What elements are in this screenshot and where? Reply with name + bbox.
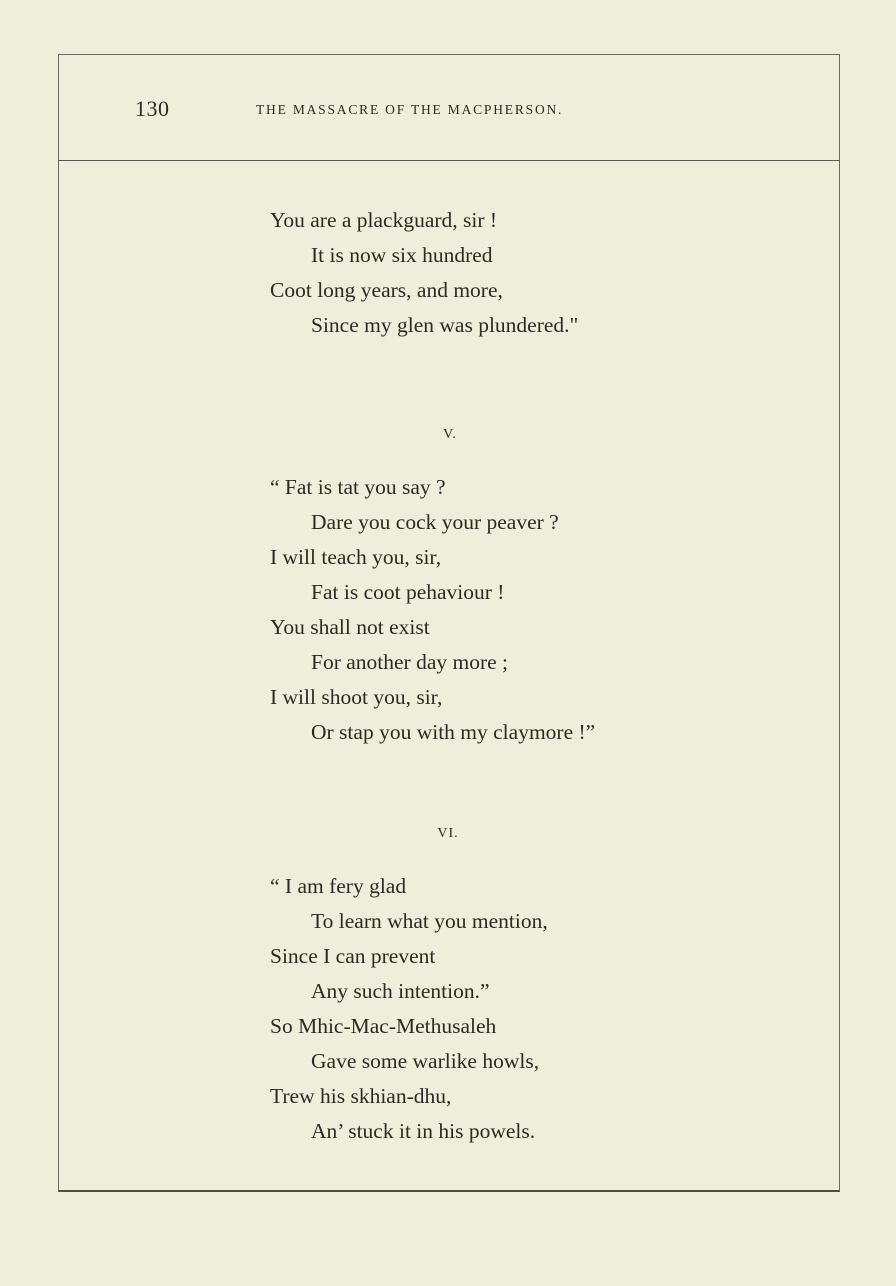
verse-line: Fat is coot pehaviour ! xyxy=(311,580,505,604)
verse-line: It is now six hundred xyxy=(311,243,493,267)
header-rule xyxy=(58,160,840,161)
verse-line: Since I can prevent xyxy=(270,944,436,968)
stanza-number-vi: VI. xyxy=(437,826,459,841)
stanza-vi xyxy=(270,869,548,1149)
verse-line: You shall not exist xyxy=(270,615,430,639)
stanza-v xyxy=(270,470,595,750)
verse-line: You are a plackguard, sir ! xyxy=(270,208,498,232)
verse-line: “ I am fery glad xyxy=(270,874,407,898)
verse-line: Dare you cock your peaver ? xyxy=(311,510,559,534)
page-number: 130 xyxy=(135,96,170,121)
verse-line: “ Fat is tat you say ? xyxy=(270,475,446,499)
verse-line: I will teach you, sir, xyxy=(270,545,442,569)
verse-line: Gave some warlike howls, xyxy=(311,1049,540,1073)
verse-line: For another day more ; xyxy=(311,650,509,674)
stanza-iv-ending xyxy=(270,203,578,343)
verse-line: Since my glen was plundered." xyxy=(311,313,579,337)
stanza-number-v: V. xyxy=(443,427,457,442)
verse-line: Or stap you with my claymore !” xyxy=(311,720,596,744)
verse-line: Trew his skhian-dhu, xyxy=(270,1084,452,1108)
verse-line: To learn what you mention, xyxy=(311,909,548,933)
verse-line: Coot long years, and more, xyxy=(270,278,503,302)
verse-line: So Mhic-Mac-Methusaleh xyxy=(270,1014,497,1038)
verse-line: An’ stuck it in his powels. xyxy=(311,1119,536,1143)
verse-line: Any such intention.” xyxy=(311,979,490,1003)
running-head: THE MASSACRE OF THE MACPHERSON. xyxy=(256,102,564,117)
verse-line: I will shoot you, sir, xyxy=(270,685,443,709)
